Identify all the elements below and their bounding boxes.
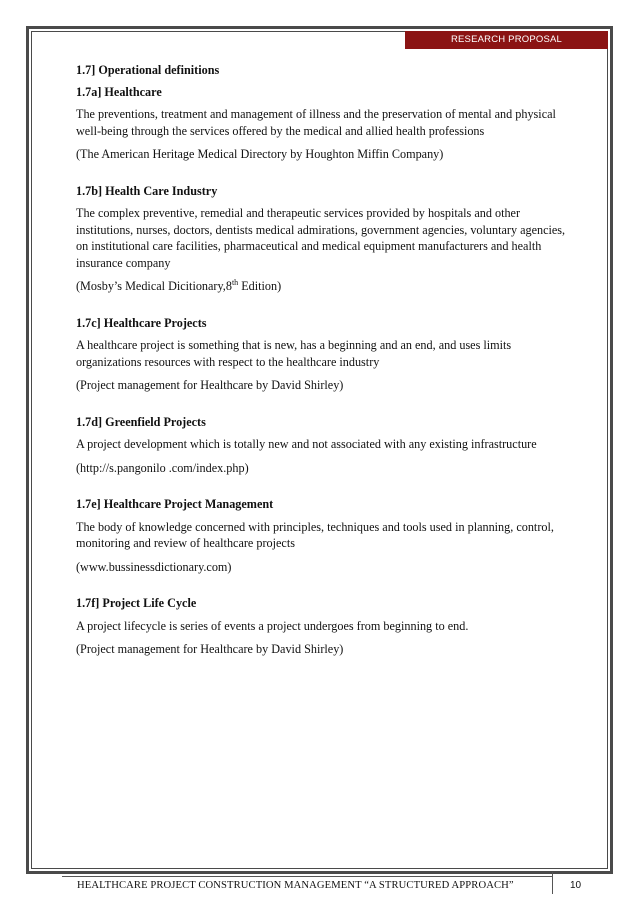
definition-heading: 1.7e] Healthcare Project Management (76, 497, 274, 511)
definition-heading: 1.7b] Health Care Industry (76, 183, 218, 198)
source-superscript: th (231, 277, 239, 287)
footer-rule (62, 876, 552, 877)
definition-source: (Project management for Healthcare by David Shirley) (76, 642, 344, 656)
definition-healthcare-project-management (76, 496, 576, 575)
definition-source (76, 278, 576, 295)
definition-text: A healthcare project is something that is new, has a beginning and an end, and uses limits organizations resources with respect to the healthcare industry (76, 338, 512, 369)
definition-text: A project development which is totally new and not associated with any existing infrastructure (76, 437, 537, 451)
section-title: 1.7] Operational definitions (76, 63, 220, 77)
definition-healthcare (76, 84, 576, 163)
definition-source: (The American Heritage Medical Directory by Houghton Miffin Company) (76, 147, 444, 161)
definition-heading: 1.7f] Project Life Cycle (76, 596, 197, 610)
definition-greenfield-projects (76, 414, 576, 477)
header-banner: RESEARCH PROPOSAL (405, 31, 608, 49)
footer-separator (552, 872, 553, 894)
definition-source: (Project management for Healthcare by David Shirley) (76, 378, 344, 392)
definition-text: The body of knowledge concerned with principles, techniques and tools used in planning, control, monitoring and review of healthcare projects (76, 519, 554, 550)
page-number: 10 (570, 880, 582, 891)
definition-heading: 1.7d] Greenfield Projects (76, 414, 206, 429)
definition-health-care-industry (76, 183, 576, 295)
definition-text: The complex preventive, remedial and therapeutic services provided by hospitals and other institutions, nurses, doctors, dentists medical admirations, government agencies, voluntary agencies, on institutional care facilities, pharmaceutical and medical equipment manufacturers and health insurance company (76, 206, 566, 270)
definition-project-life-cycle (76, 595, 576, 658)
definition-heading: 1.7c] Healthcare Projects (76, 315, 207, 330)
definition-source: (http://s.pangonilo .com/index.php) (76, 460, 249, 475)
footer-title: HEALTHCARE PROJECT CONSTRUCTION MANAGEMENT “A STRUCTURED APPROACH” (77, 880, 514, 891)
source-suffix: Edition) (238, 279, 282, 293)
definition-text: The preventions, treatment and management of illness and the preservation of mental and physical well-being through the services offered by the medical and allied health professions (76, 107, 556, 138)
definition-text: A project lifecycle is series of events a project undergoes from beginning to end. (76, 618, 469, 633)
document-body (76, 62, 576, 658)
definition-heading: 1.7a] Healthcare (76, 84, 162, 99)
source-prefix: (Mosby’s Medical Dicitionary,8 (76, 279, 232, 293)
definition-healthcare-projects (76, 315, 576, 394)
definition-source: (www.bussinessdictionary.com) (76, 559, 232, 574)
